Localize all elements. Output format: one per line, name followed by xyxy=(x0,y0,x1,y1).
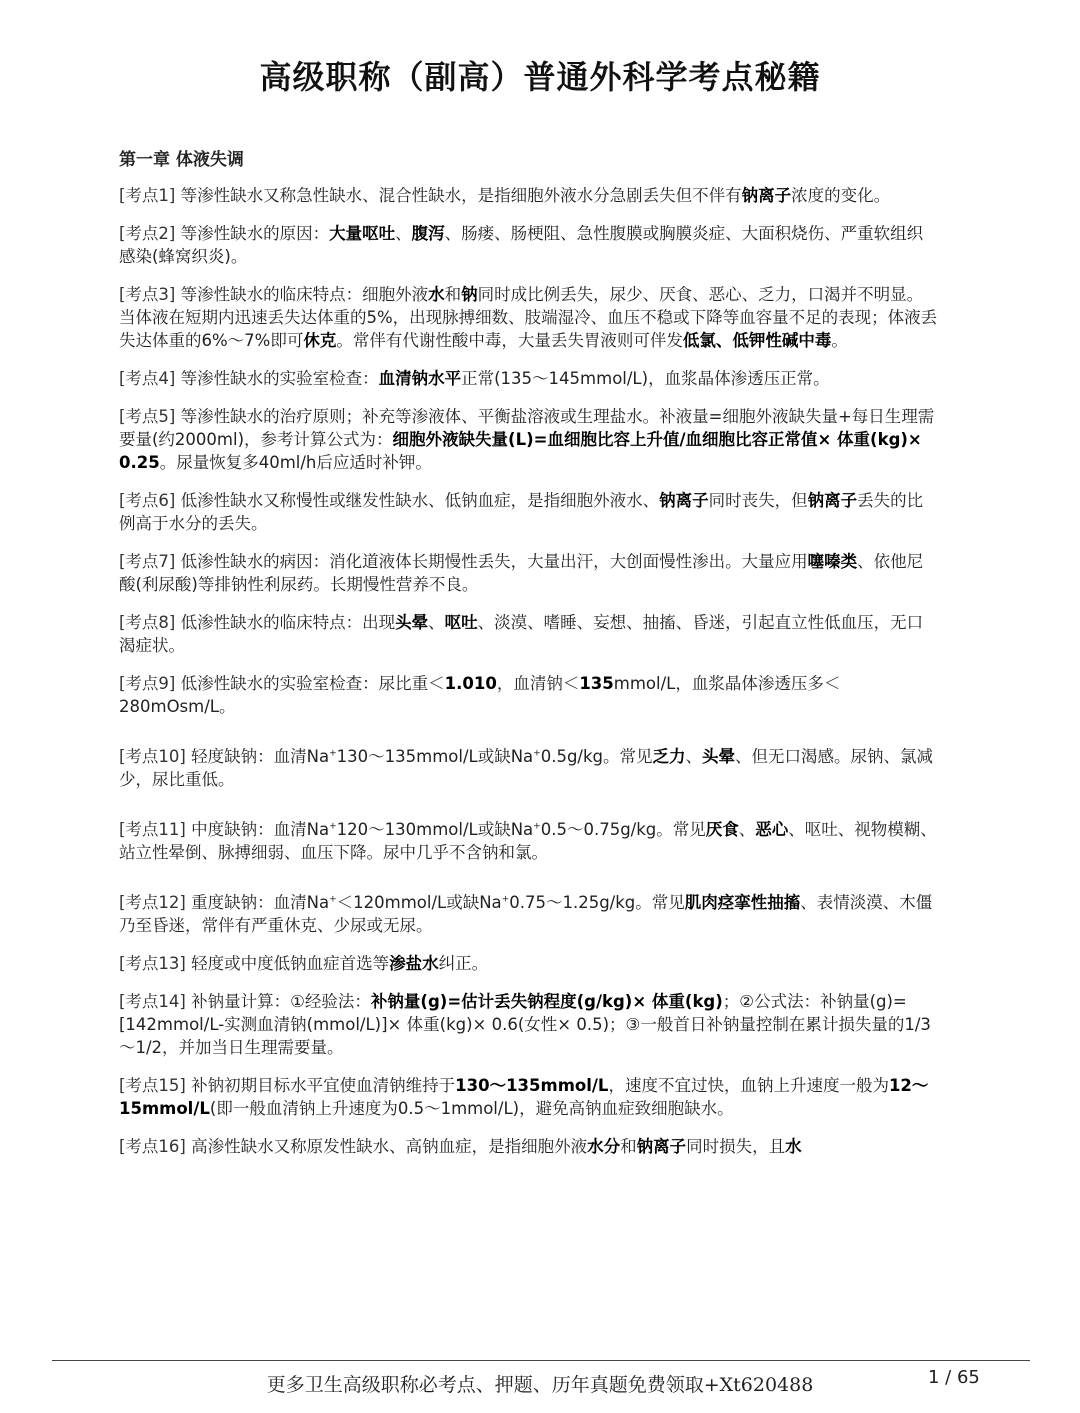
point-text: 同时丧失，但 xyxy=(708,491,808,510)
point-text: 0.5g/kg。常见 xyxy=(540,747,653,766)
exam-point xyxy=(119,1135,939,1158)
point-text: 130～135mmol/L或缺Na xyxy=(336,747,534,766)
exam-point xyxy=(119,818,939,864)
exam-point xyxy=(119,672,939,718)
bold-keyword: 钠 xyxy=(461,285,478,304)
exam-point xyxy=(119,405,939,474)
point-text: 等渗性缺水的临床特点：细胞外液 xyxy=(180,285,429,304)
exam-point-label: [考点11] xyxy=(119,820,186,839)
bold-keyword: 大量呕吐 xyxy=(329,224,396,243)
exam-point-label: [考点13] xyxy=(119,954,186,973)
superscript: + xyxy=(329,894,337,905)
point-text: 丢失的比例高于水分的丢失。 xyxy=(119,491,924,533)
superscript: + xyxy=(329,748,337,759)
point-text: 轻度或中度低钠血症首选等 xyxy=(191,954,390,973)
bold-keyword: 休克 xyxy=(303,331,337,350)
point-text: 正常(135～145mmol/L)，血浆晶体渗透压正常。 xyxy=(461,369,830,388)
exam-point xyxy=(119,952,939,975)
point-text: 低渗性缺水的实验室检查：尿比重＜ xyxy=(180,674,445,693)
point-text: 高渗性缺水又称原发性缺水、高钠血症，是指细胞外液 xyxy=(191,1137,588,1156)
bold-keyword: 渗盐水 xyxy=(389,954,439,973)
point-text: 中度缺钠：血清Na xyxy=(191,820,330,839)
point-text: ，血清钠＜ xyxy=(496,674,580,693)
superscript: + xyxy=(329,821,337,832)
exam-point xyxy=(119,990,939,1059)
exam-point-label: [考点8] xyxy=(119,613,176,632)
point-text: 、 xyxy=(738,820,756,839)
page-number: 1 / 65 xyxy=(928,1367,980,1388)
exam-point xyxy=(119,489,939,535)
point-text: 低渗性缺水的病因：消化道液体长期慢性丢失，大量出汗，大创面慢性渗出。大量应用 xyxy=(180,552,808,571)
bold-keyword: 头晕 xyxy=(702,747,736,766)
bold-keyword: 厌食 xyxy=(705,820,739,839)
point-text: 等渗性缺水的治疗原则；补充等渗液体、平衡盐溶液或生理盐水。补液量=细胞外液缺失量+每日生理需要量(约2000ml)，参考计算公式为： xyxy=(119,407,935,449)
exam-point xyxy=(119,1074,939,1120)
chapter-heading: 第一章 体液失调 xyxy=(119,150,244,170)
point-text: 、但无口渴感。尿钠、氯减少，尿比重低。 xyxy=(119,747,934,789)
point-text: 和 xyxy=(444,285,462,304)
point-text: 、肠瘘、肠梗阻、急性腹膜或胸膜炎症、大面积烧伤、严重软组织感染(蜂窝织炎)。 xyxy=(119,224,924,266)
point-text: ＜120mmol/L或缺Na xyxy=(336,893,502,912)
point-text: 、 xyxy=(428,613,445,632)
exam-point-label: [考点4] xyxy=(119,369,176,388)
exam-point xyxy=(119,611,939,657)
point-text: 等渗性缺水又称急性缺水、混合性缺水，是指细胞外液水分急剧丢失但不伴有 xyxy=(180,186,742,205)
point-text: 。尿量恢复多40ml/h后应适时补钾。 xyxy=(159,453,432,472)
point-text: 、表情淡漠、木僵乃至昏迷，常伴有严重休克、少尿或无尿。 xyxy=(119,893,933,935)
bold-keyword: 血清钠水平 xyxy=(378,369,462,388)
point-text: 低渗性缺水又称慢性或继发性缺水、低钠血症，是指细胞外液水、 xyxy=(180,491,660,510)
point-text: 、淡漠、嗜睡、妄想、抽搐、昏迷，引起直立性低血压，无口渴症状。 xyxy=(119,613,924,655)
exam-point xyxy=(119,283,939,352)
point-text: 、依他尼酸(利尿酸)等排钠性利尿药。长期慢性营养不良。 xyxy=(119,552,924,594)
point-text: 轻度缺钠：血清Na xyxy=(191,747,330,766)
exam-point xyxy=(119,891,939,937)
exam-point-label: [考点7] xyxy=(119,552,176,571)
point-text: 补钠初期目标水平宜使血清钠维持于 xyxy=(191,1076,456,1095)
point-text: 重度缺钠：血清Na xyxy=(191,893,330,912)
exam-point xyxy=(119,550,939,596)
bold-keyword: 恶心 xyxy=(755,820,789,839)
superscript: + xyxy=(501,894,510,905)
exam-point-label: [考点6] xyxy=(119,491,176,510)
bold-keyword: 腹泻 xyxy=(411,224,445,243)
point-text: 补钠量计算：①经验法： xyxy=(191,992,371,1011)
bold-keyword: 水分 xyxy=(587,1137,621,1156)
exam-point-label: [考点1] xyxy=(119,186,176,205)
point-text: 、呕吐、视物模糊、站立性晕倒、脉搏细弱、血压下降。尿中几乎不含钠和氯。 xyxy=(119,820,937,862)
bold-keyword: 135 xyxy=(579,674,614,693)
point-text: ，速度不宜过快，血钠上升速度一般为 xyxy=(608,1076,889,1095)
exam-point-label: [考点3] xyxy=(119,285,176,304)
exam-point xyxy=(119,367,939,390)
point-text: 。 xyxy=(831,331,848,350)
superscript: + xyxy=(533,748,541,759)
bold-keyword: 钠离子 xyxy=(636,1137,687,1156)
footer-divider xyxy=(52,1360,1030,1361)
point-text: 低渗性缺水的临床特点：出现 xyxy=(180,613,396,632)
exam-point-label: [考点15] xyxy=(119,1076,186,1095)
exam-point-label: [考点16] xyxy=(119,1137,186,1156)
bold-keyword: 补钠量(g)=估计丢失钠程度(g/kg)× 体重(kg) xyxy=(370,992,723,1011)
exam-point-label: [考点14] xyxy=(119,992,186,1011)
bold-keyword: 头晕 xyxy=(395,613,429,632)
bold-keyword: 乏力 xyxy=(652,747,686,766)
point-text: 同时损失，且 xyxy=(686,1137,786,1156)
point-text: (即一般血清钠上升速度为0.5～1mmol/L)，避免高钠血症致细胞缺水。 xyxy=(209,1099,734,1118)
point-text: 120～130mmol/L或缺Na xyxy=(336,820,534,839)
point-text: 和 xyxy=(620,1137,637,1156)
bold-keyword: 130～135mmol/L xyxy=(455,1076,609,1095)
point-text: mmol/L，血浆晶体渗透压多＜280mOsm/L。 xyxy=(119,674,841,716)
bold-keyword: 水 xyxy=(428,285,445,304)
point-text: 等渗性缺水的实验室检查： xyxy=(180,369,379,388)
exam-point xyxy=(119,184,939,207)
bold-keyword: 水 xyxy=(785,1137,802,1156)
point-text: 浓度的变化。 xyxy=(791,186,891,205)
point-text: 。常伴有代谢性酸中毒，大量丢失胃液则可伴发 xyxy=(336,331,683,350)
document-title: 高级职称（副高）普通外科学考点秘籍 xyxy=(259,58,821,96)
bold-keyword: 肌肉痉挛性抽搐 xyxy=(684,893,801,912)
point-text: 0.75～1.25g/kg。常见 xyxy=(509,893,685,912)
bold-keyword: 低氯、低钾性碱中毒 xyxy=(682,331,832,350)
exam-point-label: [考点12] xyxy=(119,893,186,912)
exam-point-label: [考点5] xyxy=(119,407,176,426)
point-text: 、 xyxy=(395,224,412,243)
point-text: ；②公式法：补钠量(g)=[142mmol/L-实测血清钠(mmol/L)]× 体重(kg)× 0.6(女性× 0.5)；③一般首日补钠量控制在累计损失量的1/3～1/2，并加当日生理需要量。 xyxy=(119,992,931,1057)
point-text: 0.5～0.75g/kg。常见 xyxy=(540,820,706,839)
point-text: 、 xyxy=(685,747,703,766)
exam-point xyxy=(119,222,939,268)
point-text: 纠正。 xyxy=(438,954,489,973)
bold-keyword: 呕吐 xyxy=(444,613,478,632)
point-text: 同时成比例丢失，尿少、厌食、恶心、乏力，口渴并不明显。当体液在短期内迅速丢失达体重的5%，出现脉搏细数、肢端湿冷、血压不稳或下降等血容量不足的表现；体液丢失达体重的6%～7%即可 xyxy=(119,285,938,350)
exam-point-label: [考点10] xyxy=(119,747,186,766)
exam-point xyxy=(119,745,939,791)
bold-keyword: 1.010 xyxy=(444,674,497,693)
bold-keyword: 钠离子 xyxy=(741,186,792,205)
footer-promo-text: 更多卫生高级职称必考点、押题、历年真题免费领取+Xt620488 xyxy=(266,1374,814,1396)
superscript: + xyxy=(533,821,541,832)
exam-points-list xyxy=(119,184,939,1173)
bold-keyword: 细胞外液缺失量(L)=血细胞比容上升值/血细胞比容正常值× 体重(kg)× 0.25 xyxy=(119,430,922,472)
point-text: 等渗性缺水的原因： xyxy=(180,224,330,243)
bold-keyword: 钠离子 xyxy=(807,491,858,510)
exam-point-label: [考点9] xyxy=(119,674,176,693)
exam-point-label: [考点2] xyxy=(119,224,176,243)
bold-keyword: 12～15mmol/L xyxy=(119,1076,929,1118)
bold-keyword: 噻嗪类 xyxy=(807,552,858,571)
bold-keyword: 钠离子 xyxy=(659,491,709,510)
